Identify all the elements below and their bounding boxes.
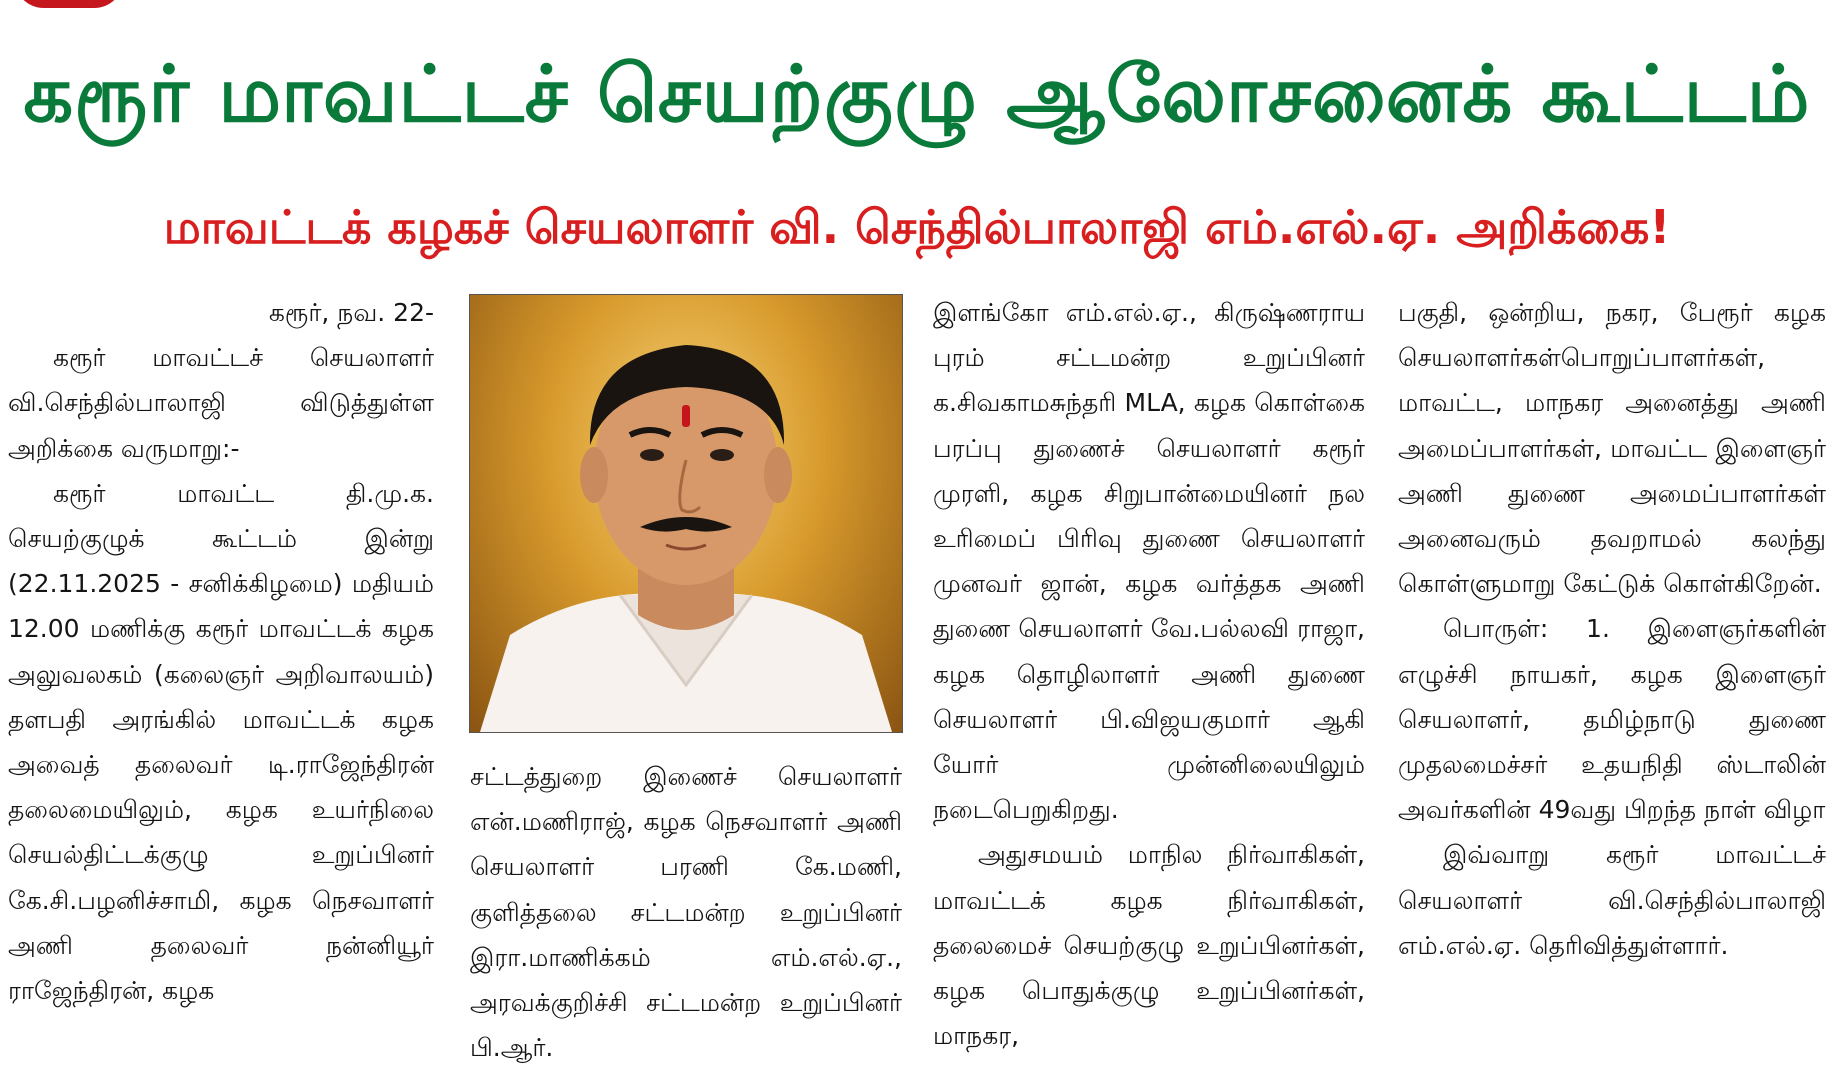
publication-logo: [14, 0, 124, 8]
article-column-3: [933, 290, 1365, 1058]
headline: கரூர் மாவட்டச் செயற்குழு ஆலோசனைக் கூட்டம்: [23, 50, 1811, 140]
column-3-paragraph: இளங்கோ எம்.எல்.ஏ., கிருஷ்ணராய புரம் சட்டமன்ற உறுப்பினர் க.சிவகாமசுந்தரி MLA, கழக கொள்கை பரப்பு துணைச் செயலாளர் கரூர் முரளி, கழக சிறுபான்மையினர் நல உரிமைப் பிரிவு துணை செயலாளர் முனவர் ஜான், கழக வர்த்தக அணி துணை செயலாளர் வே.பல்லவி ராஜா, கழக தொழிலாளர் அணி துணை செயலாளர் பி.விஜயகுமார் ஆகி யோர் முன்னிலையிலும் நடைபெறுகிறது.: [933, 298, 1365, 825]
portrait-photo: [469, 294, 903, 733]
dateline: கரூர், நவ. 22-: [268, 298, 434, 327]
meeting-paragraph: கரூர் மாவட்ட தி.மு.க. செயற்குழுக் கூட்டம் இன்று (22.11.2025 - சனிக்கிழமை) மதியம் 12.00 மணிக்கு கரூர் மாவட்டக் கழக அலுவலகம் (கலைஞர் அறிவாலயம்) தளபதி அரங்கில் மாவட்டக் கழக அவைத் தலைவர் டி.ராஜேந்திரன் தலைமையிலும், கழக உயர்நிலை செயல்திட்டக்குழு உறுப்பினர் கே.சி.பழனிச்சாமி, கழக நெசவாளர் அணி தலைவர் நன்னியூர் ராஜேந்திரன், கழக: [8, 478, 434, 1006]
intro-paragraph: கரூர் மாவட்டச் செயலாளர் வி.செந்தில்பாலாஜி விடுத்துள்ள அறிக்கை வருமாறு:-: [8, 343, 434, 463]
agenda-paragraph: பொருள்: 1. இளைஞர்களின் எழுச்சி நாயகர், கழக இளைஞர் செயலாளர், தமிழ்நாடு துணை முதலமைச்சர் உதயநிதி ஸ்டாலின் அவர்களின் 49வது பிறந்த நாள் விழா: [1398, 614, 1826, 825]
closing-paragraph: இவ்வாறு கரூர் மாவட்டச் செயலாளர் வி.செந்தில்பாலாஜி எம்.எல்.ஏ. தெரிவித்துள்ளார்.: [1398, 840, 1826, 960]
column-4-paragraph: பகுதி, ஒன்றிய, நகர, பேரூர் கழக செயலாளர்கள்பொறுப்பாளர்கள், மாவட்ட, மாநகர அனைத்து அணி அமைப்பாளர்கள், மாவட்ட இளைஞர் அணி துணை அமைப்பாளர்கள் அனைவரும் தவறாமல் கலந்து கொள்ளுமாறு கேட்டுக் கொள்கிறேன்.: [1398, 298, 1826, 599]
column-2-paragraph: சட்டத்துறை இணைச் செயலாளர் என்.மணிராஜ், கழக நெசவாளர் அணி செயலாளர் பரணி கே.மணி, குளித்தலை சட்டமன்ற உறுப்பினர் இரா.மாணிக்கம் எம்.எல்.ஏ., அரவக்குறிச்சி சட்டமன்ற உறுப்பினர் பி.ஆர்.: [470, 762, 902, 1063]
subheadline: மாவட்டக் கழகச் செயலாளர் வி. செந்தில்பாலாஜி எம்.எல்.ஏ. அறிக்கை!: [163, 200, 1671, 254]
article-column-4: [1398, 290, 1826, 968]
portrait-illustration: [470, 295, 902, 732]
article-column-2: [470, 754, 902, 1070]
attendance-paragraph: அதுசமயம் மாநில நிர்வாகிகள், மாவட்டக் கழக நிர்வாகிகள், தலைமைச் செயற்குழு உறுப்பினர்கள், கழக பொதுக்குழு உறுப்பினர்கள், மாநகர,: [933, 840, 1365, 1051]
article-column-1: [8, 290, 434, 1013]
